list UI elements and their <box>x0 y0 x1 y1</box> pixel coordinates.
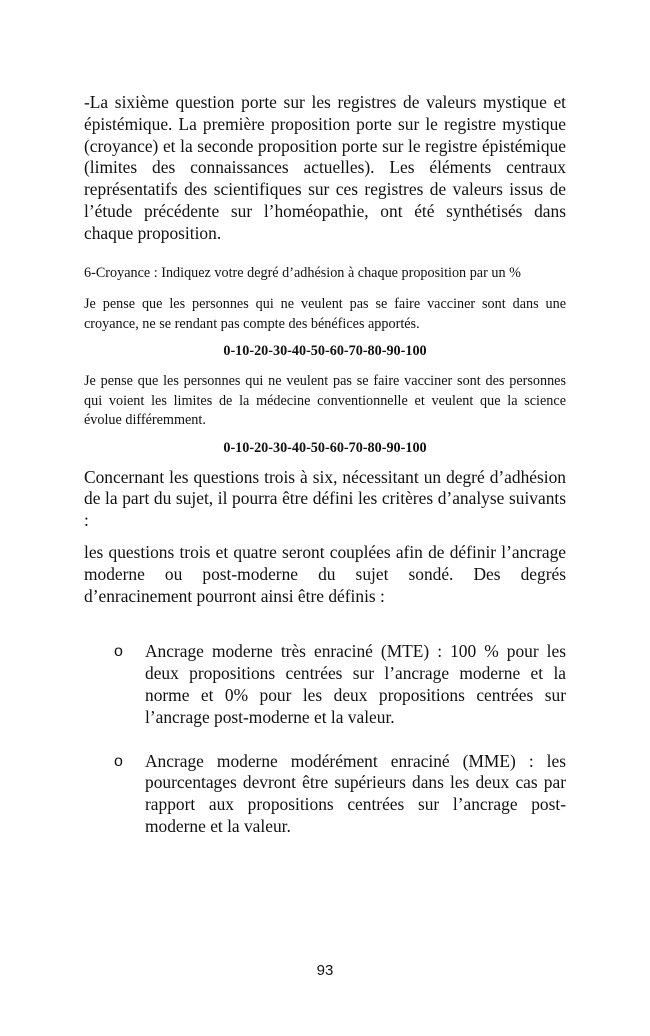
scale-2: 0-10-20-30-40-50-60-70-80-90-100 <box>223 439 427 456</box>
bullet-marker: o <box>114 643 123 661</box>
anchoring-intro-paragraph: les questions trois et quatre seront couplées afin de définir l’ancrage moderne ou post-moderne du sujet sondé. Des degrés d’enracinement pourront ainsi être définis : <box>84 541 566 606</box>
list-item <box>84 751 566 838</box>
intro-paragraph: -La sixième question porte sur les registres de valeurs mystique et épistémique. La première proposition porte sur le registre mystique (croyance) et la seconde proposition porte sur le registre épistémique (limites des connaissances actuelles). Les éléments centraux représentatifs des scientifiques sur ces registres de valeurs issus de l’étude précédente sur l’homéopathie, ont été synthétisés dans chaque proposition. <box>84 92 566 243</box>
bullet-marker: o <box>114 752 123 770</box>
bullet-text: Ancrage moderne très enraciné (MTE) : 100 % pour les deux propositions centrées sur l’ancrage moderne et la norme et 0% pour les deux propositions centrées sur l’ancrage post-moderne et la valeur. <box>145 641 566 727</box>
page-body <box>84 92 566 838</box>
proposition-2: Je pense que les personnes qui ne veulent pas se faire vacciner sont des personnes qui voient les limites de la médecine conventionnelle et veulent que la science évolue différemment. <box>84 373 566 429</box>
criteria-intro-paragraph: Concernant les questions trois à six, nécessitant un degré d’adhésion de la part du sujet, il pourra être défini les critères d’analyse suivants : <box>84 466 566 531</box>
bullet-text: Ancrage moderne modérément enraciné (MME) : les pourcentages devront être supérieurs dans les deux cas par rapport aux propositions centrées sur l’ancrage post-moderne et la valeur. <box>145 750 566 836</box>
list-item <box>84 641 566 728</box>
proposition-1: Je pense que les personnes qui ne veulent pas se faire vacciner sont dans une croyance, ne se rendant pas compte des bénéfices apportés. <box>84 296 566 332</box>
question-heading: 6-Croyance : Indiquez votre degré d’adhésion à chaque proposition par un % <box>84 264 521 281</box>
scale-1: 0-10-20-30-40-50-60-70-80-90-100 <box>223 343 427 360</box>
bullet-list <box>84 641 566 837</box>
page-number: 93 <box>316 962 334 979</box>
